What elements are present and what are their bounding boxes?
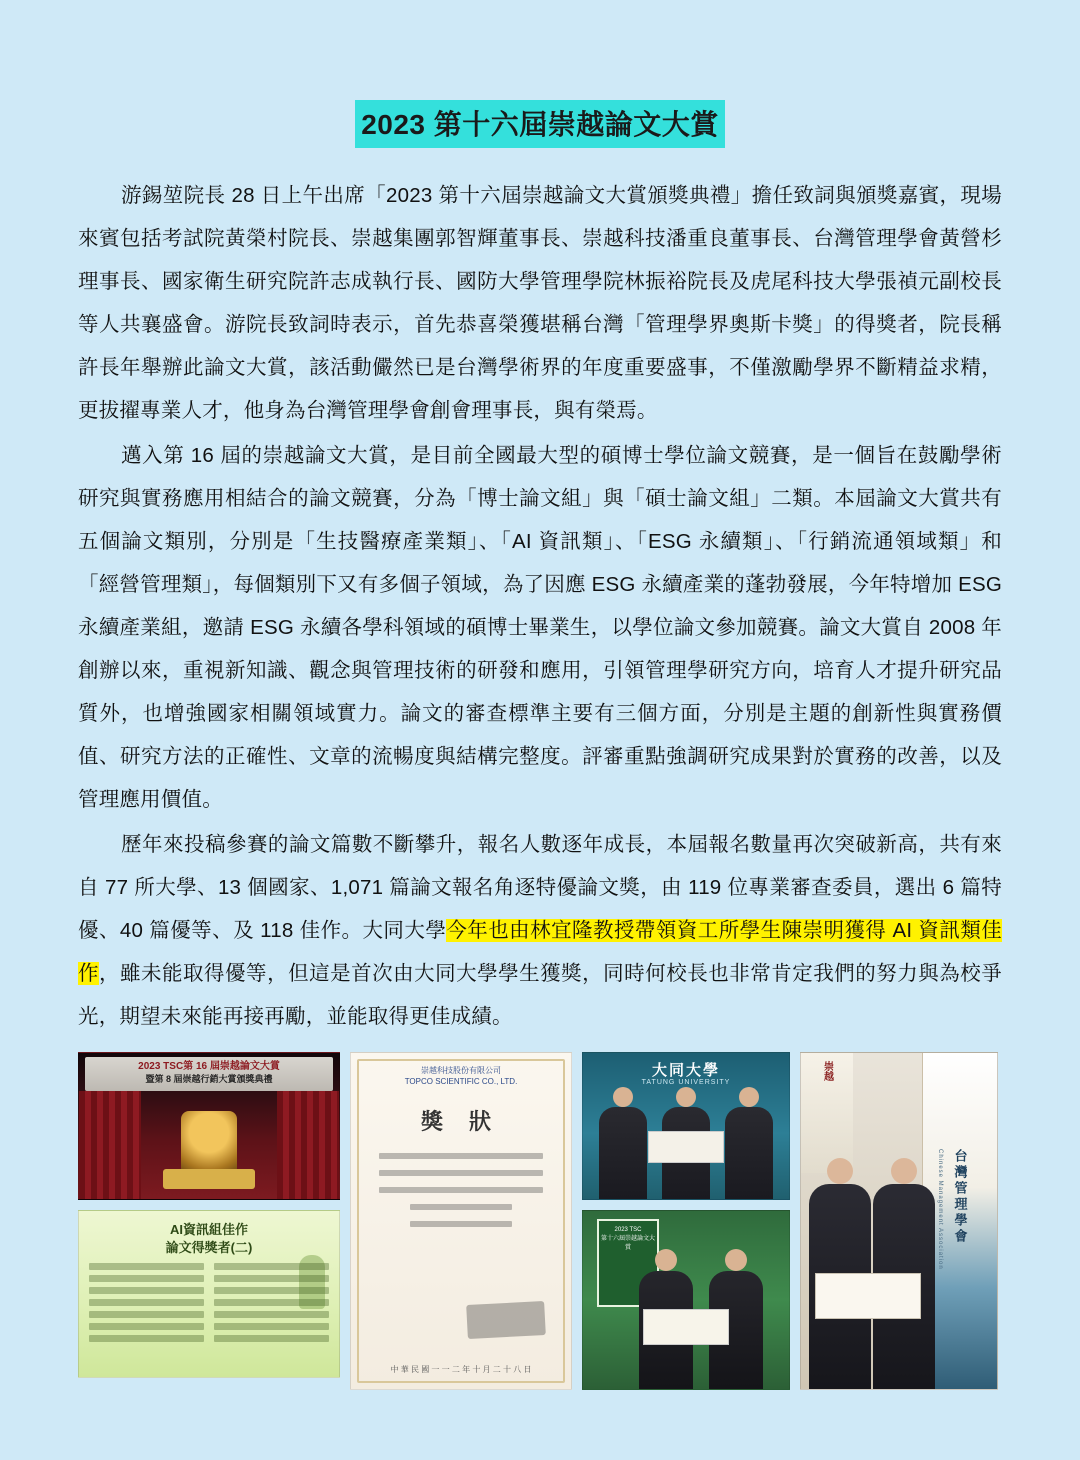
person-silhouette — [725, 1107, 773, 1199]
backdrop-line1: 2023 TSC — [614, 1227, 642, 1233]
gallery-column-1 — [78, 1052, 340, 1378]
green-list-line — [214, 1335, 329, 1342]
person-silhouette — [599, 1107, 647, 1199]
tatung-logo-text: 大同大學 — [651, 1062, 720, 1079]
backdrop-line2: 第十六屆崇越論文大賞 — [600, 1236, 655, 1251]
certificate-line — [379, 1170, 543, 1176]
held-certificate — [643, 1309, 729, 1345]
certificate-company-line2: TOPCO SCIENTIFIC CO., LTD. — [404, 1077, 518, 1086]
green-list-line — [214, 1311, 329, 1318]
paragraph-2-text: 邁入第 16 屆的崇越論文大賞，是目前全國最大型的碩博士學位論文競賽，是一個旨在鼓勵學術研究與實務應用相結合的論文競賽，分為「博士論文組」與「碩士論文組」二類。本屆論文大賞共有五個論文類別，分別是「生技醫療產業類」、「AI 資訊類」、「ESG 永續類」、「行銷流通領域類」和「經營管理類」，每個類別下又有多個子領域，為了因應 ESG 永續產業的蓬勃發展，今年特增加 ESG 永續產業組，邀請 ESG 永續各學科領域的碩博士畢業生，以學位論文參加競賽。論文大賞自 2008 年創辦以來，重視新知識、觀念與管理技術的研發和應用，引領管理學研究方向，培育人才提升研究品質外，也增強國家相關領域實力。論文的審查標準主要有三個方面，分別是主題的創新性與實務價值、研究方法的正確性、文章的流暢度與結構完整度。評審重點強調研究成果對於實務的改善，以及管理應用價值。 — [78, 444, 1002, 811]
certificate-award-word: 獎 狀 — [420, 1109, 502, 1134]
green-list-line — [214, 1323, 329, 1330]
page-title-container — [78, 100, 1002, 148]
certificate-body-lines — [379, 1153, 543, 1227]
certificate-line — [410, 1204, 512, 1210]
page-title: 2023 第十六屆崇越論文大賞 — [355, 100, 725, 148]
green-list-line — [214, 1299, 329, 1306]
certificate-company — [351, 1065, 571, 1087]
certificate-company-line1: 崇越科技股份有限公司 — [421, 1066, 501, 1075]
trophy-icon — [181, 1111, 237, 1173]
person-head — [739, 1087, 759, 1107]
paragraph-3 — [78, 823, 1002, 1038]
green-list-title — [79, 1221, 339, 1257]
secondary-banner — [801, 1053, 853, 1173]
paragraph-3-text-part1: 歷年來投稿參賽的論文篇數不斷攀升，報名人數逐年成長，本屆報名數量再次突破新高，共有來自 77 所大學、13 個國家、1,071 篇論文報名角逐特優論文獎，由 119 位專業審查委員，選出 6 篇特優、40 篇優等、及 118 佳作。大同大學 — [78, 833, 1002, 942]
green-list-columns — [89, 1263, 329, 1369]
green-list-line — [89, 1311, 204, 1318]
certificate-line — [379, 1153, 543, 1159]
photo-two-men-association-banner — [800, 1052, 998, 1390]
photo-gallery — [78, 1052, 1002, 1390]
person-head — [725, 1249, 747, 1271]
green-list-line — [89, 1335, 204, 1342]
person-head — [676, 1087, 696, 1107]
gallery-column-4 — [800, 1052, 998, 1390]
person-head — [891, 1158, 917, 1184]
paragraph-2 — [78, 434, 1002, 821]
paragraph-3-text-part2: ，雖未能取得優等，但這是首次由大同大學學生獲獎，同時何校長也非常肯定我們的努力與為校爭光，期望未來能再接再勵，並能取得更佳成績。 — [78, 962, 1002, 1028]
photo-two-men-green-backdrop — [582, 1210, 790, 1390]
held-certificate — [648, 1131, 724, 1163]
stage-banner-line2: 暨第 8 屆崇越行銷大賞頒獎典禮 — [145, 1074, 273, 1084]
paragraph-3-highlighted-text: 今年也由林宜隆教授帶領資工所學生陳崇明獲得 AI 資訊類佳作 — [78, 919, 1002, 985]
stage-banner — [85, 1057, 333, 1091]
green-list-line — [214, 1287, 329, 1294]
green-list-title-line1: AI資訊組佳作 — [169, 1222, 248, 1237]
certificate-line — [410, 1221, 512, 1227]
stage-banner-line1: 2023 TSC第 16 屆崇越論文大賞 — [138, 1061, 280, 1072]
photo-award-certificate — [350, 1052, 572, 1390]
green-list-title-line2: 論文得獎者(二) — [165, 1240, 253, 1255]
person-head — [613, 1087, 633, 1107]
green-list-column-right — [214, 1263, 329, 1369]
paragraph-1 — [78, 174, 1002, 432]
certificate-footer-date: 中 華 民 國 一 一 二 年 十 月 二 十 八 日 — [390, 1365, 532, 1374]
photo-award-ceremony-stage — [78, 1052, 340, 1200]
green-list-line — [214, 1275, 329, 1282]
gallery-column-3 — [582, 1052, 790, 1390]
stage-curtain-right — [277, 1091, 339, 1199]
paragraph-1-text: 游錫堃院長 28 日上午出席「2023 第十六屆崇越論文大賞頒獎典禮」擔任致詞與頒獎嘉賓，現場來賓包括考試院黃榮村院長、崇越集團郭智輝董事長、崇越科技潘重良董事長、台灣管理學會黃營杉理事長、國家衛生研究院許志成執行長、國防大學管理學院林振裕院長及虎尾科技大學張禎元副校長等人共襄盛會。游院長致詞時表示，首先恭喜榮獲堪稱台灣「管理學界奧斯卡獎」的得獎者，院長稱許長年舉辦此論文大賞，該活動儼然已是台灣學術界的年度重要盛事，不僅激勵學界不斷精益求精，更拔擢專業人才，他身為台灣管理學會創會理事長，與有榮焉。 — [78, 184, 1002, 422]
photo-three-men-tatung — [582, 1052, 790, 1200]
photo-winner-list-green — [78, 1210, 340, 1378]
stage-plate — [163, 1169, 255, 1189]
gallery-column-2 — [350, 1052, 572, 1390]
rollup-banner-subtitle: Chinese Management Association — [937, 1149, 943, 1270]
certificate-signature — [466, 1301, 546, 1339]
secondary-banner-text: 崇越 — [821, 1061, 833, 1081]
stage-curtain-left — [79, 1091, 141, 1199]
held-certificate — [815, 1273, 921, 1319]
person-head — [655, 1249, 677, 1271]
green-list-line — [89, 1263, 204, 1270]
tatung-logo-subtitle: TATUNG UNIVERSITY — [641, 1079, 731, 1086]
green-list-line — [214, 1263, 329, 1270]
certificate-line — [379, 1187, 543, 1193]
green-list-column-left — [89, 1263, 204, 1369]
green-list-line — [89, 1299, 204, 1306]
green-list-line — [89, 1287, 204, 1294]
green-list-line — [89, 1275, 204, 1282]
rollup-banner-text: 台灣管理學會 — [952, 1149, 968, 1245]
person-head — [827, 1158, 853, 1184]
green-list-line — [89, 1323, 204, 1330]
